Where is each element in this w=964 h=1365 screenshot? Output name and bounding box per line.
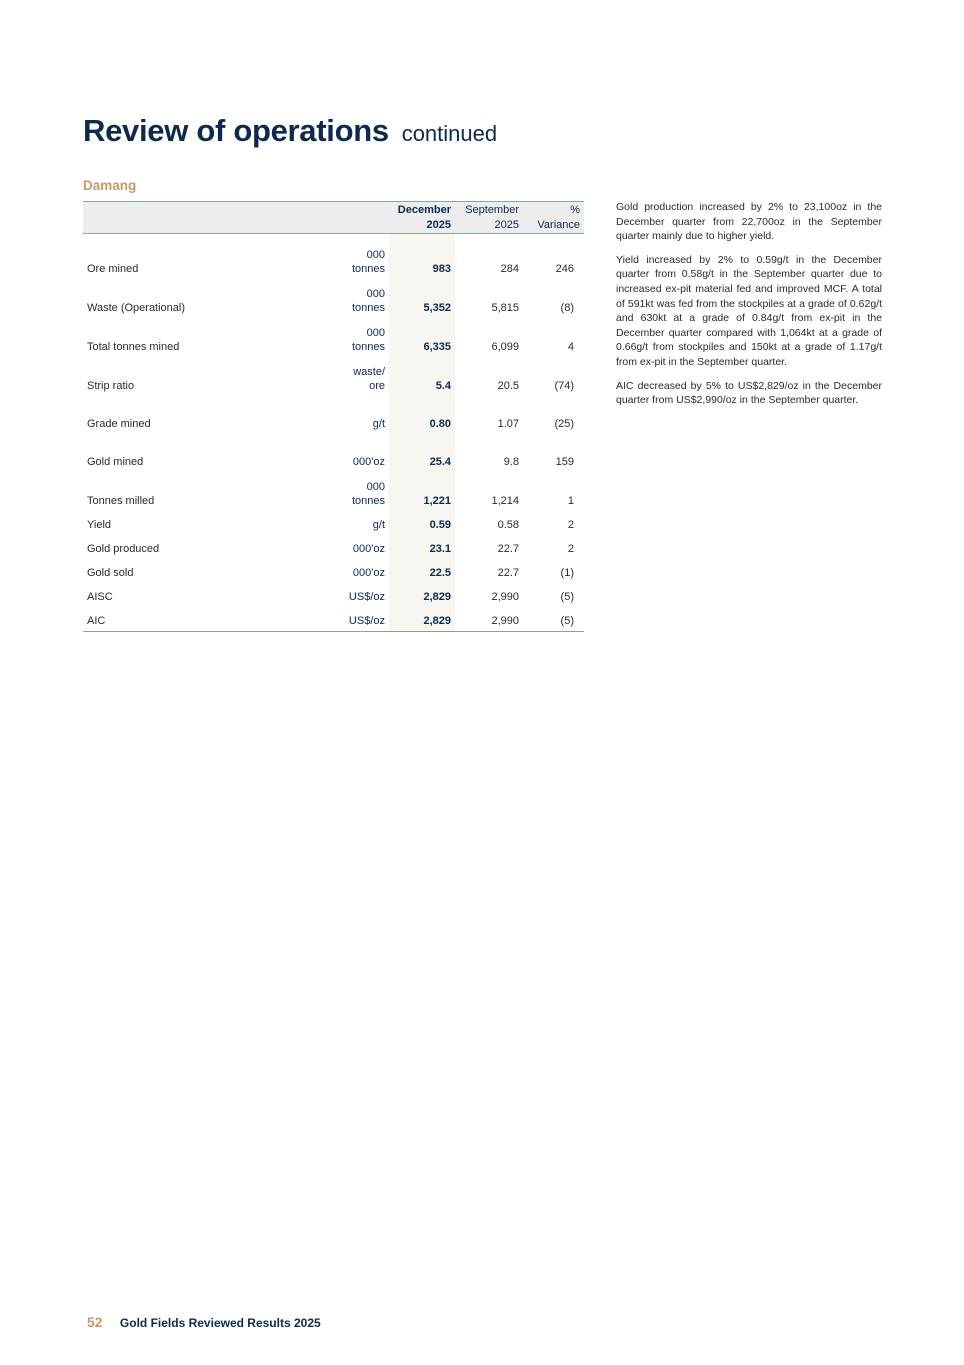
row-label: Total tonnes mined: [87, 341, 180, 353]
row-december: 0.59: [389, 511, 455, 535]
row-unit: 000'oz: [352, 543, 385, 555]
header-label: [83, 202, 327, 234]
row-unit: 000 tonnes: [351, 327, 385, 353]
table-row: [83, 279, 584, 318]
row-september: 1,214: [491, 495, 519, 507]
row-variance: 159: [555, 456, 574, 468]
table-row: [83, 472, 584, 511]
footer-title: Gold Fields Reviewed Results 2025: [119, 1316, 321, 1330]
table-header-row: [83, 202, 584, 234]
row-september: 5,815: [491, 302, 519, 314]
row-unit: waste/ ore: [353, 366, 385, 392]
commentary-paragraph: AIC decreased by 5% to US$2,829/oz in the December quarter from US$2,990/oz in the September quarter.: [616, 379, 882, 407]
row-unit: g/t: [372, 418, 385, 430]
row-unit: g/t: [372, 519, 385, 531]
row-december: 22.5: [389, 559, 455, 583]
row-unit: 000 tonnes: [351, 481, 385, 507]
page-number: 52: [87, 1314, 103, 1330]
commentary: [616, 200, 882, 417]
table-row: [83, 318, 584, 357]
row-september: 22.7: [497, 543, 519, 555]
row-label: AIC: [83, 607, 327, 632]
row-september: 20.5: [497, 380, 519, 392]
row-label: Gold mined: [87, 456, 144, 468]
header-variance: % Variance: [537, 203, 580, 231]
row-september: 2,990: [455, 607, 523, 632]
row-unit: 000 tonnes: [351, 288, 385, 314]
row-variance: 4: [567, 341, 574, 353]
row-variance: (5): [560, 591, 574, 603]
row-december: 2,829: [389, 583, 455, 607]
table-row: [83, 607, 584, 632]
row-september: 2,990: [491, 591, 519, 603]
commentary-paragraph: Yield increased by 2% to 0.59g/t in the December quarter from 0.58g/t in the September quarter due to increased ex-pit material fed and improved MCF. A total of 591kt was fed from the stockpiles at a grade of 0.62g/t and 630kt at a grade of 0.84g/t from ex-pit in the December quarter compared with 1,064kt at a grade of 0.66g/t from stockpiles and 150kt at a grade of 1.17g/t from ex-pit in the September quarter.: [616, 253, 882, 368]
page-title-subtitle: continued: [401, 121, 498, 146]
row-label: Tonnes milled: [87, 495, 155, 507]
row-variance: (1): [560, 567, 574, 579]
row-december: 25.4: [389, 434, 455, 472]
row-december: 5,352: [389, 279, 455, 318]
row-september: 284: [500, 263, 519, 275]
row-unit: 000 tonnes: [351, 249, 385, 275]
row-variance: 2: [567, 519, 574, 531]
page-title: [83, 112, 497, 149]
row-label: AISC: [87, 591, 113, 603]
row-unit: US$/oz: [348, 591, 385, 603]
table-row: [83, 511, 584, 535]
row-label: Gold sold: [87, 567, 134, 579]
header-unit: [327, 202, 389, 234]
row-label: Ore mined: [87, 263, 139, 275]
table-row: [83, 535, 584, 559]
row-label: Grade mined: [87, 418, 151, 430]
operations-table: [83, 201, 584, 632]
row-december: 1,221: [389, 472, 455, 511]
table-row: [83, 434, 584, 472]
row-december: 5.4: [389, 357, 455, 396]
row-label: Strip ratio: [87, 380, 135, 392]
header-september: September 2025: [465, 203, 519, 231]
row-variance: (8): [560, 302, 574, 314]
row-label: Yield: [87, 519, 112, 531]
row-variance: 1: [567, 495, 574, 507]
table-row: [83, 396, 584, 434]
row-december: 6,335: [389, 318, 455, 357]
row-variance: 246: [555, 263, 574, 275]
row-december: 23.1: [389, 535, 455, 559]
row-december: 983: [389, 240, 455, 279]
row-label: Waste (Operational): [87, 302, 186, 314]
row-variance: 2: [567, 543, 574, 555]
row-september: 22.7: [497, 567, 519, 579]
page-footer: [87, 1314, 321, 1330]
row-unit: 000'oz: [352, 456, 385, 468]
row-september: 0.58: [497, 519, 519, 531]
row-unit: 000'oz: [352, 567, 385, 579]
row-label: Gold produced: [87, 543, 160, 555]
table-row: [83, 583, 584, 607]
section-title: Damang: [83, 178, 137, 193]
row-variance: (74): [554, 380, 574, 392]
header-december: December 2025: [397, 203, 451, 231]
table-row: [83, 357, 584, 396]
table-row: [83, 240, 584, 279]
page-title-main: Review of operations: [83, 113, 389, 148]
row-september: 1.07: [497, 418, 519, 430]
row-variance: (5): [523, 607, 584, 632]
row-december: 0.80: [389, 396, 455, 434]
row-unit: US$/oz: [327, 607, 389, 632]
row-december: 2,829: [389, 607, 455, 632]
table-row: [83, 559, 584, 583]
row-september: 9.8: [503, 456, 519, 468]
row-variance: (25): [554, 418, 574, 430]
commentary-paragraph: Gold production increased by 2% to 23,100oz in the December quarter from 22,700oz in the September quarter mainly due to higher yield.: [616, 201, 882, 243]
row-september: 6,099: [491, 341, 519, 353]
